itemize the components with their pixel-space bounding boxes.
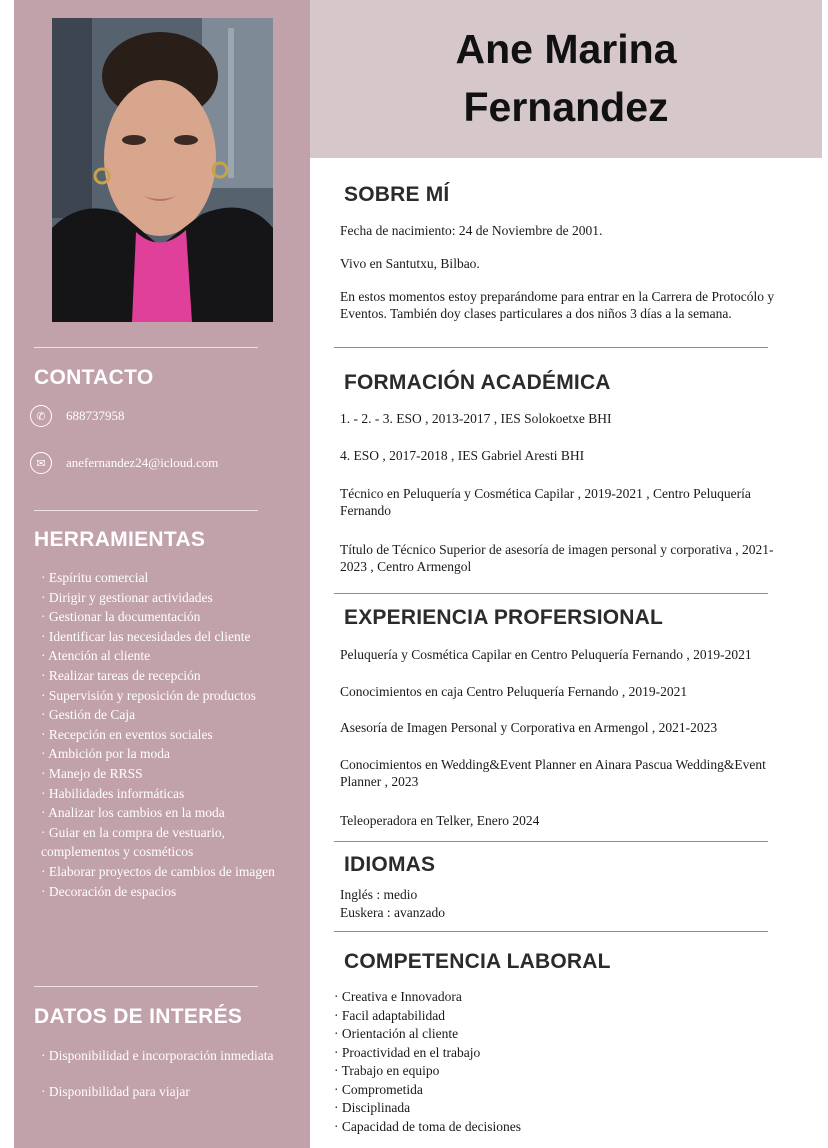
resume-page: [14, 0, 822, 1148]
phone-icon: ✆: [30, 405, 52, 427]
section-divider: [334, 931, 768, 932]
list-item: · Disponibilidad para viajar: [41, 1083, 190, 1099]
competence-item: · Facil adaptabilidad: [334, 1007, 445, 1023]
section-divider: [334, 347, 768, 348]
list-item: · Analizar los cambios en la moda: [41, 805, 225, 821]
competence-item: · Disciplinada: [334, 1100, 411, 1115]
name-header: [310, 0, 822, 158]
contact-email: [30, 450, 218, 476]
competence-heading: COMPETENCIA LABORAL: [344, 950, 611, 973]
list-item: · Supervisión y reposición de productos: [41, 687, 256, 703]
envelope-icon: ✉: [30, 452, 52, 474]
list-item: · Espíritu comercial: [41, 570, 149, 585]
profile-photo-illustration: [52, 18, 273, 322]
tools-list: [41, 568, 277, 901]
interest-heading: DATOS DE INTERÉS: [34, 1005, 243, 1028]
list-item: · Ambición por la moda: [41, 746, 170, 762]
birth-date: Fecha de nacimiento: 24 de Noviembre de 2001.: [340, 223, 603, 238]
languages-heading: IDIOMAS: [344, 853, 436, 876]
list-item: · Gestionar la documentación: [41, 609, 201, 625]
page-title: [310, 20, 822, 136]
experience-item: Conocimientos en Wedding&Event Planner en Ainara Pascua Wedding&Event Planner , 2023: [340, 757, 766, 789]
name-line-2: Fernandez: [463, 84, 669, 130]
competence-item: · Capacidad de toma de decisiones: [334, 1118, 522, 1134]
list-item: · Decoración de espacios: [41, 883, 177, 899]
sidebar-divider: [34, 986, 258, 987]
education-heading: FORMACIÓN ACADÉMICA: [344, 371, 611, 394]
phone-number[interactable]: 688737958: [66, 408, 125, 423]
experience-item: Conocimientos en caja Centro Peluquería Fernando , 2019-2021: [340, 684, 688, 699]
list-item: · Identificar las necesidades del cliente: [41, 628, 251, 644]
list-item: · Habilidades informáticas: [41, 785, 185, 801]
interest-list: [41, 1046, 277, 1101]
experience-item: Teleoperadora en Telker, Enero 2024: [340, 813, 540, 828]
competence-item: · Proactividad en el trabajo: [334, 1044, 481, 1060]
about-summary: En estos momentos estoy preparándome para entrar en la Carrera de Protocólo y Eventos. También doy clases particulares a dos niños 3 días a la semana.: [340, 289, 775, 321]
experience-item: Peluquería y Cosmética Capilar en Centro Peluquería Fernando , 2019-2021: [340, 647, 752, 662]
contact-heading: CONTACTO: [34, 366, 154, 389]
name-line-1: Ane Marina: [455, 26, 677, 72]
education-item: Título de Técnico Superior de asesoría de imagen personal y corporativa , 2021-2023 , Centro Armengol: [340, 542, 774, 574]
list-item: · Elaborar proyectos de cambios de imagen: [41, 863, 275, 879]
competence-item: · Orientación al cliente: [334, 1026, 459, 1041]
list-item: · Guiar en la compra de vestuario, complementos y cosméticos: [41, 824, 226, 860]
competence-item: · Trabajo en equipo: [334, 1063, 440, 1078]
list-item: · Gestión de Caja: [41, 707, 136, 723]
list-item: · Recepción en eventos sociales: [41, 726, 213, 742]
contact-phone: [30, 403, 125, 429]
education-item: 4. ESO , 2017-2018 , IES Gabriel Aresti BHI: [340, 448, 585, 463]
section-divider: [334, 593, 768, 594]
sidebar: [14, 0, 310, 1148]
competence-item: · Comprometida: [334, 1081, 423, 1097]
sidebar-divider: [34, 510, 258, 511]
experience-heading: EXPERIENCIA PROFERSIONAL: [344, 606, 664, 629]
list-item: · Atención al cliente: [41, 648, 151, 664]
competence-item: · Creativa e Innovadora: [334, 989, 462, 1004]
tools-heading: HERRAMIENTAS: [34, 528, 206, 551]
location: Vivo en Santutxu, Bilbao.: [340, 256, 480, 271]
sidebar-divider: [34, 347, 258, 348]
education-item: 1. - 2. - 3. ESO , 2013-2017 , IES Solokoetxe BHI: [340, 411, 612, 426]
experience-item: Asesoría de Imagen Personal y Corporativa en Armengol , 2021-2023: [340, 720, 718, 735]
section-divider: [334, 841, 768, 842]
list-item: · Realizar tareas de recepción: [41, 667, 201, 683]
list-item: · Disponibilidad e incorporación inmediata: [41, 1048, 274, 1063]
list-item: · Manejo de RRSS: [41, 765, 143, 781]
about-heading: SOBRE MÍ: [344, 183, 450, 206]
language-item: Euskera : avanzado: [340, 905, 445, 920]
education-item: Técnico en Peluquería y Cosmética Capilar , 2019-2021 , Centro Peluquería Fernando: [340, 486, 751, 518]
profile-photo: [52, 18, 273, 322]
list-item: · Dirigir y gestionar actividades: [41, 589, 213, 605]
email-address[interactable]: anefernandez24@icloud.com: [66, 455, 219, 470]
language-item: Inglés : medio: [340, 887, 418, 902]
